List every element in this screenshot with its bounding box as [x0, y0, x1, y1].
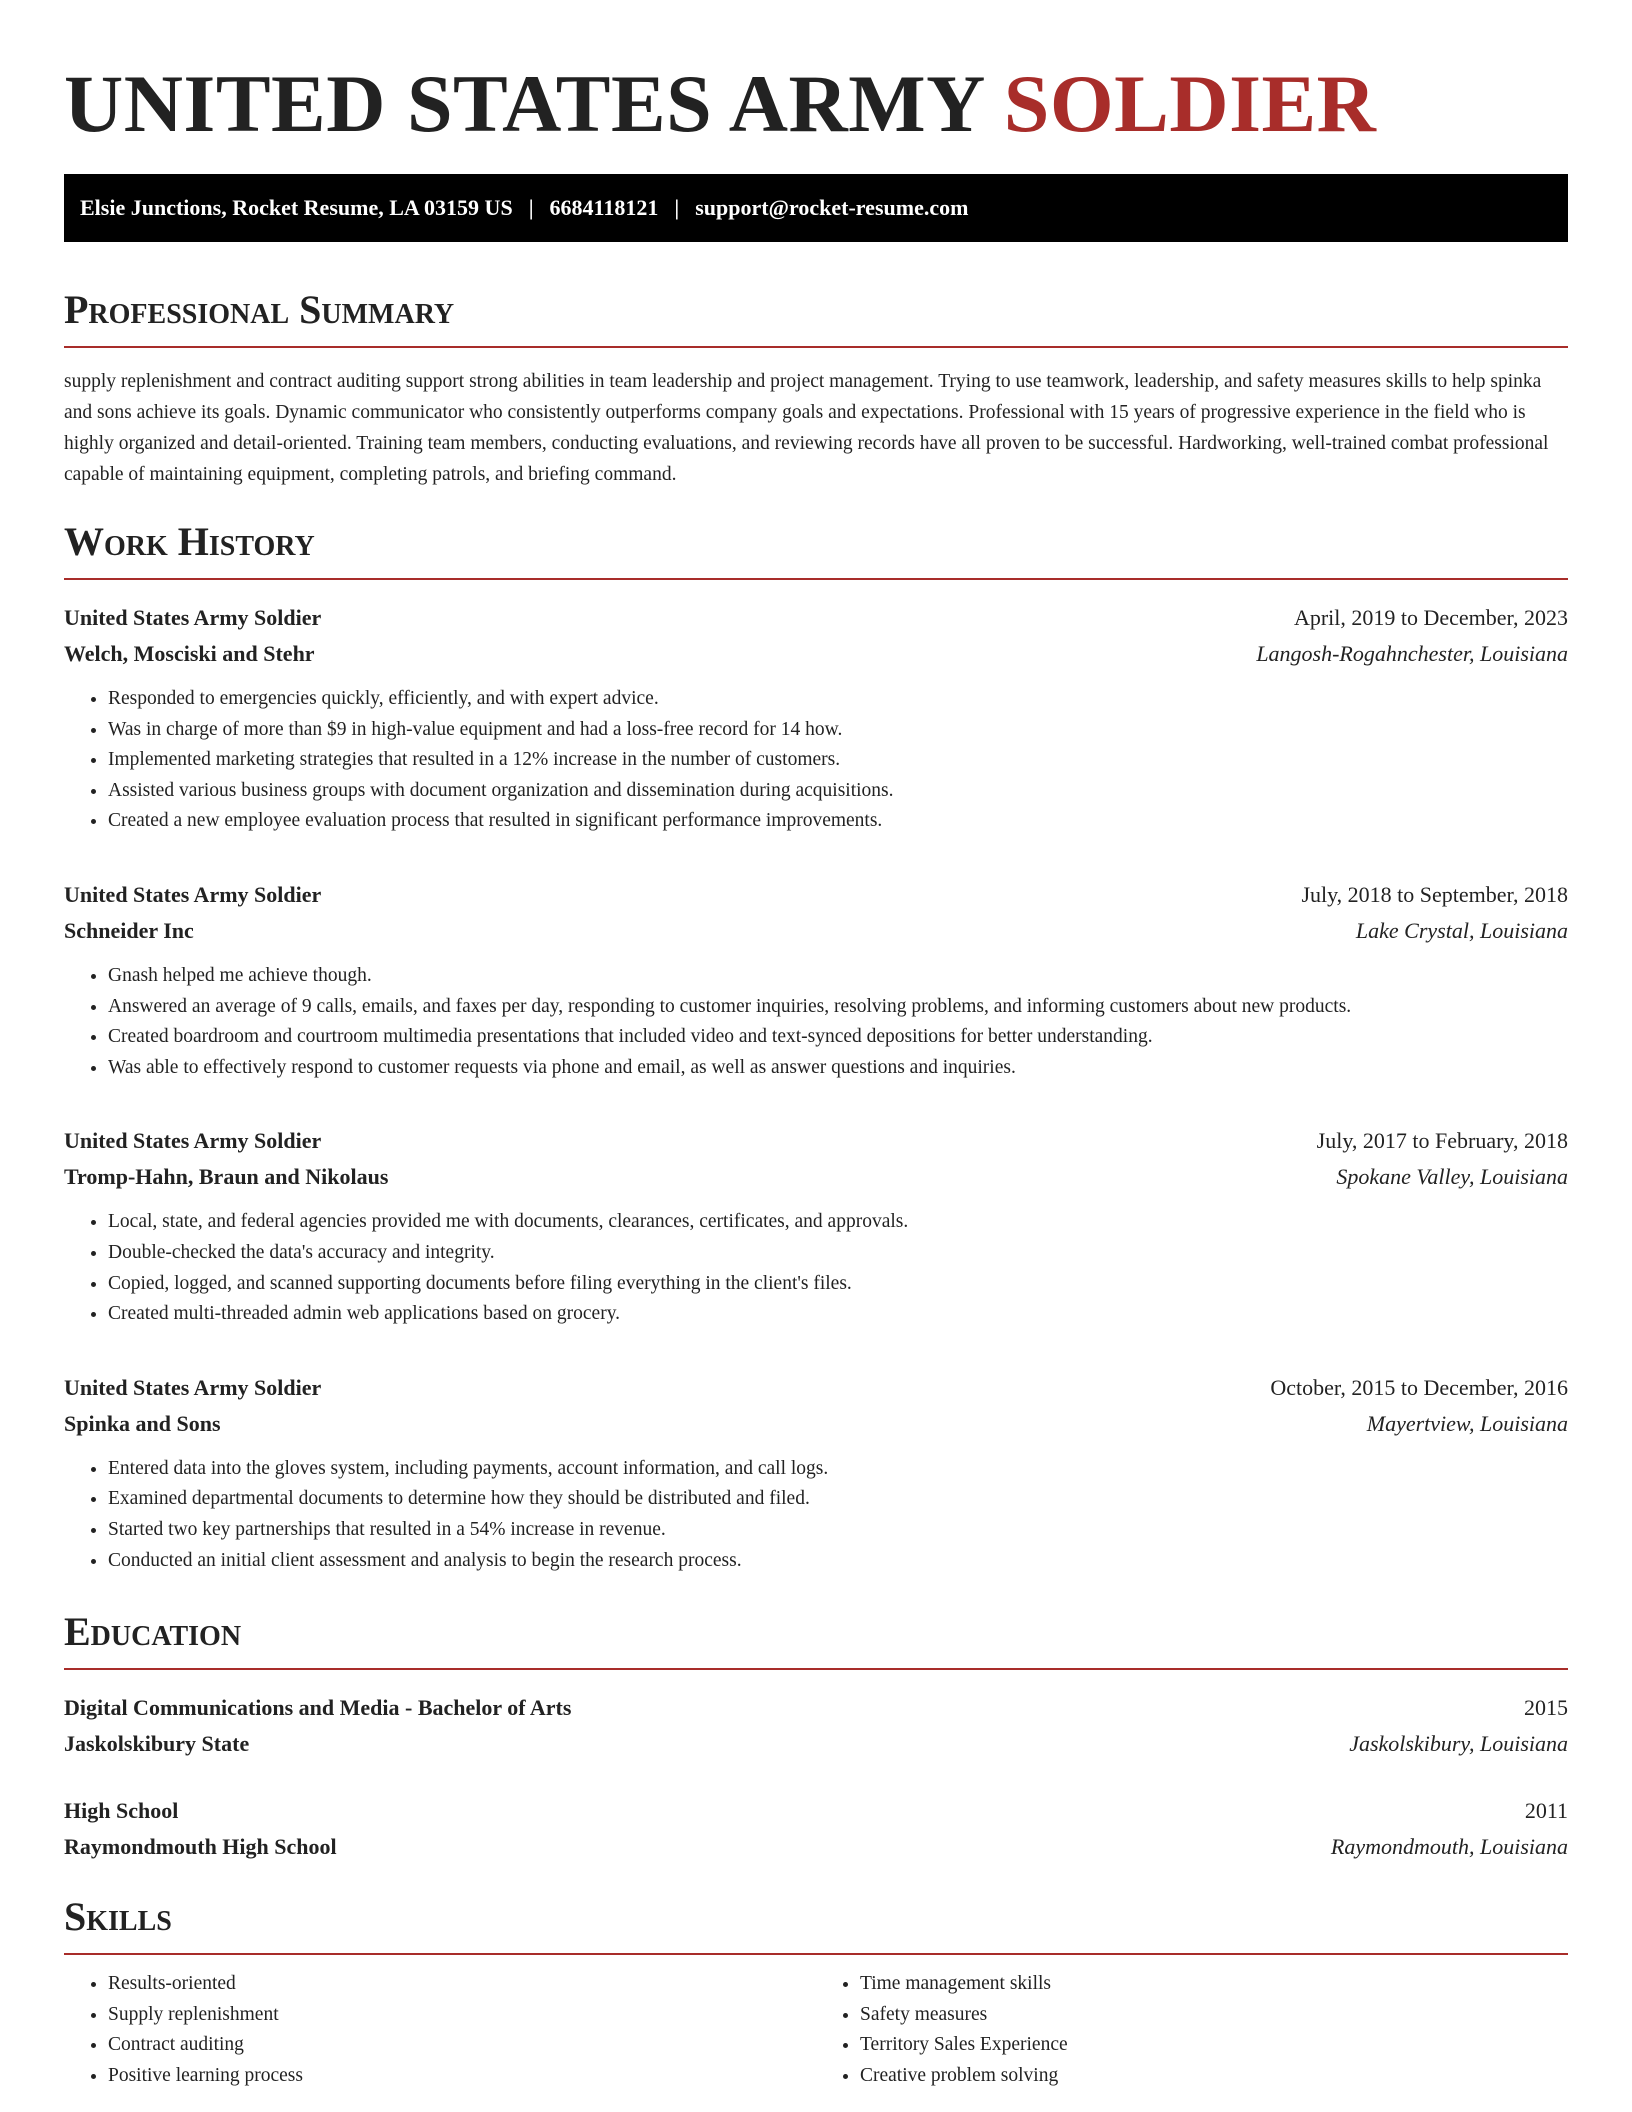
job-title-row: [64, 600, 1568, 636]
job-bullet: • Implemented marketing strategies that resulted in a 12% increase in the number of customers.: [108, 745, 1568, 776]
job-bullet: • Started two key partnerships that resulted in a 54% increase in revenue.: [108, 1515, 1568, 1546]
skill-item: • Territory Sales Experience: [860, 2030, 1568, 2061]
job-bullet: • Conducted an initial client assessment and analysis to begin the research process.: [108, 1546, 1568, 1577]
job-dates: April, 2019 to December, 2023: [1293, 605, 1568, 630]
work-history-heading: Work History: [64, 520, 1568, 580]
job-title: United States Army Soldier: [64, 1374, 322, 1400]
job-entry: [64, 877, 1568, 1083]
contact-separator: |: [674, 195, 680, 220]
job-bullet: • Examined departmental documents to determine how they should be distributed and filed.: [108, 1484, 1568, 1515]
job-bullet: • Copied, logged, and scanned supporting documents before filing everything in the client's files.: [108, 1269, 1568, 1300]
summary-section: [64, 288, 1568, 490]
summary-text: supply replenishment and contract auditing support strong abilities in team leadership and project management. Trying to use teamwork, leadership, and safety measures skills to help spinka and sons achieve its goals. Dynamic communicator who consistently outperforms company goals and expectations. Professional with 15 years of progressive experience in the field who is highly organized and detail-oriented. Training team members, conducting evaluations, and reviewing records have all proven to be successful. Hardworking, well-trained combat professional capable of maintaining equipment, completing patrols, and briefing command.: [64, 371, 1549, 485]
education-school-row: [64, 1726, 1568, 1762]
summary-heading: Professional Summary: [64, 288, 1568, 348]
education-school-row: [64, 1829, 1568, 1865]
job-title: United States Army Soldier: [64, 605, 322, 630]
job-company-row: [64, 1159, 1568, 1195]
job-company-row: [64, 1406, 1568, 1442]
job-entry: [64, 1123, 1568, 1329]
job-bullet: • Gnash helped me achieve though.: [108, 961, 1568, 992]
skill-item: • Contract auditing: [108, 2030, 816, 2061]
job-dates: July, 2017 to February, 2018: [1316, 1128, 1568, 1154]
job-bullets: [64, 1454, 1568, 1576]
skill-item: • Supply replenishment: [108, 2000, 816, 2031]
job-bullet: • Created a new employee evaluation process that resulted in significant performance improvements.: [108, 806, 1568, 837]
contact-email: support@rocket-resume.com: [695, 195, 969, 220]
job-bullet: • Created boardroom and courtroom multimedia presentations that included video and text-synced depositions for better understanding.: [108, 1022, 1568, 1053]
resume-title: [64, 58, 1568, 150]
education-year: 2015: [1524, 1695, 1568, 1721]
education-heading: Education: [64, 1610, 1568, 1670]
job-bullet: • Assisted various business groups with document organization and dissemination during acquisitions.: [108, 776, 1568, 807]
job-bullet: • Local, state, and federal agencies provided me with documents, clearances, certificates, and approvals.: [108, 1207, 1568, 1238]
job-company-row: [64, 913, 1568, 949]
skill-item: • Results-oriented: [108, 1969, 816, 2000]
skill-item: • Safety measures: [860, 2000, 1568, 2031]
education-year: 2011: [1524, 1798, 1568, 1824]
skill-item: • Creative problem solving: [860, 2061, 1568, 2092]
job-bullets: [64, 684, 1568, 837]
job-bullet: • Was able to effectively respond to customer requests via phone and email, as well as answer questions and inquiries.: [108, 1053, 1568, 1084]
education-location: Raymondmouth, Louisiana: [1330, 1834, 1568, 1860]
education-school: Raymondmouth High School: [64, 1834, 337, 1860]
job-bullets: [64, 961, 1568, 1083]
skills-section: [64, 1895, 1568, 2091]
job-company: Schneider Inc: [64, 917, 194, 943]
job-company: Spinka and Sons: [64, 1410, 221, 1436]
job-location: Spokane Valley, Louisiana: [1336, 1164, 1568, 1190]
education-entry: [64, 1690, 1568, 1762]
job-title: United States Army Soldier: [64, 1128, 322, 1154]
skills-list-right: [816, 1969, 1568, 2091]
job-title: United States Army Soldier: [64, 881, 322, 907]
job-title-row: [64, 877, 1568, 913]
job-bullet: • Created multi-threaded admin web applications based on grocery.: [108, 1299, 1568, 1330]
title-accent: SOLDIER: [1003, 58, 1377, 149]
education-entry: [64, 1793, 1568, 1865]
contact-address: Elsie Junctions, Rocket Resume, LA 03159 US: [80, 195, 513, 220]
education-degree: Digital Communications and Media - Bachelor of Arts: [64, 1695, 572, 1721]
job-dates: July, 2018 to September, 2018: [1301, 881, 1568, 907]
education-section: [64, 1610, 1568, 1865]
job-bullet: • Entered data into the gloves system, including payments, account information, and call logs.: [108, 1454, 1568, 1485]
contact-phone: 6684118121: [549, 195, 659, 220]
job-company-row: [64, 636, 1568, 672]
skills-heading: Skills: [64, 1895, 1568, 1955]
job-bullet: • Double-checked the data's accuracy and integrity.: [108, 1238, 1568, 1269]
skill-item: • Time management skills: [860, 1969, 1568, 2000]
job-location: Langosh-Rogahnchester, Louisiana: [1256, 641, 1568, 666]
job-bullet: • Answered an average of 9 calls, emails, and faxes per day, responding to customer inquiries, resolving problems, and informing customers about new products.: [108, 992, 1568, 1023]
work-history-section: [64, 520, 1568, 1576]
education-degree-row: [64, 1690, 1568, 1726]
contact-bar: [64, 174, 1568, 242]
job-bullet: • Was in charge of more than $9 in high-value equipment and had a loss-free record for 14 how.: [108, 715, 1568, 746]
skill-item: • Positive learning process: [108, 2061, 816, 2092]
job-entry: [64, 600, 1568, 837]
job-company: Tromp-Hahn, Braun and Nikolaus: [64, 1164, 389, 1190]
education-degree: High School: [64, 1798, 179, 1824]
job-bullet: • Responded to emergencies quickly, efficiently, and with expert advice.: [108, 684, 1568, 715]
skills-list-left: [64, 1969, 816, 2091]
contact-separator: |: [528, 195, 534, 220]
job-bullets: [64, 1207, 1568, 1329]
skills-columns: [64, 1969, 1568, 2091]
job-entry: [64, 1370, 1568, 1576]
job-company: Welch, Mosciski and Stehr: [64, 641, 315, 666]
education-location: Jaskolskibury, Louisiana: [1349, 1731, 1568, 1757]
education-school: Jaskolskibury State: [64, 1731, 250, 1757]
title-main: UNITED STATES ARMY: [64, 58, 983, 149]
job-title-row: [64, 1123, 1568, 1159]
job-location: Lake Crystal, Louisiana: [1355, 917, 1568, 943]
job-title-row: [64, 1370, 1568, 1406]
job-dates: October, 2015 to December, 2016: [1270, 1374, 1568, 1400]
education-degree-row: [64, 1793, 1568, 1829]
job-location: Mayertview, Louisiana: [1366, 1410, 1568, 1436]
